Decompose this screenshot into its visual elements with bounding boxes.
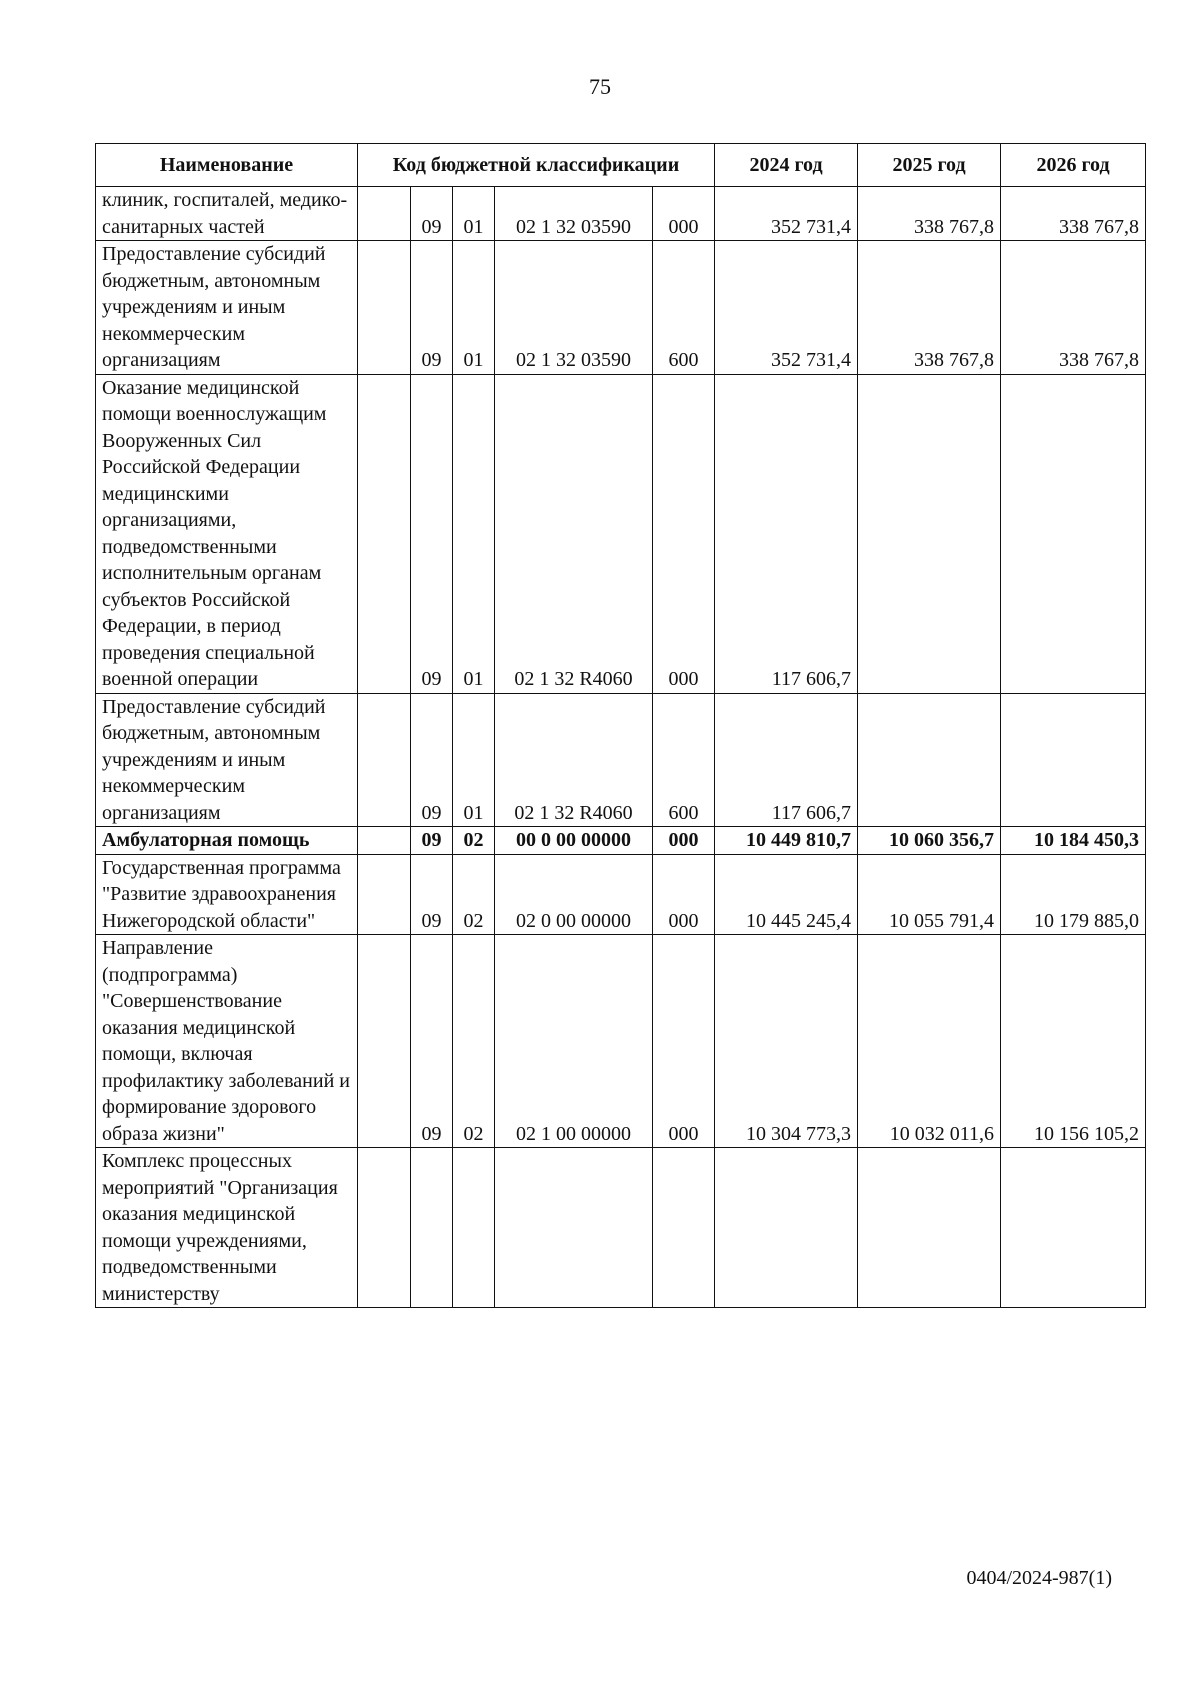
code-target-article: 02 1 32 R4060	[495, 693, 653, 827]
code-section: 09	[411, 187, 453, 241]
spacer-cell	[358, 693, 411, 827]
code-subsection: 01	[453, 187, 495, 241]
amount-2025: 10 055 791,4	[858, 854, 1001, 935]
code-expense-type: 000	[653, 935, 715, 1148]
code-subsection: 01	[453, 374, 495, 693]
code-section: 09	[411, 854, 453, 935]
amount-2025: 10 032 011,6	[858, 935, 1001, 1148]
table-row	[96, 854, 1146, 935]
code-section: 09	[411, 827, 453, 855]
code-subsection	[453, 1148, 495, 1308]
amount-2024: 10 445 245,4	[715, 854, 858, 935]
code-subsection: 01	[453, 693, 495, 827]
table-header-row	[96, 144, 1146, 187]
amount-2024: 10 449 810,7	[715, 827, 858, 855]
document-code: 0404/2024-987(1)	[966, 1567, 1112, 1589]
amount-2024: 352 731,4	[715, 187, 858, 241]
table-row	[96, 187, 1146, 241]
row-name: Комплекс процессных мероприятий "Организация оказания медицинской помощи учреждениями, подведомственными министерству	[96, 1148, 358, 1308]
code-section: 09	[411, 935, 453, 1148]
code-target-article: 02 1 00 00000	[495, 935, 653, 1148]
amount-2024: 117 606,7	[715, 374, 858, 693]
table-row	[96, 827, 1146, 855]
amount-2025	[858, 374, 1001, 693]
spacer-cell	[358, 241, 411, 375]
code-expense-type: 000	[653, 187, 715, 241]
table-row	[96, 374, 1146, 693]
header-2025: 2025 год	[858, 144, 1001, 187]
amount-2025: 10 060 356,7	[858, 827, 1001, 855]
header-2024: 2024 год	[715, 144, 858, 187]
budget-table	[95, 143, 1146, 1308]
code-expense-type: 600	[653, 241, 715, 375]
code-target-article: 02 1 32 R4060	[495, 374, 653, 693]
code-target-article: 00 0 00 00000	[495, 827, 653, 855]
spacer-cell	[358, 1148, 411, 1308]
amount-2025	[858, 693, 1001, 827]
amount-2026: 10 184 450,3	[1001, 827, 1146, 855]
amount-2024: 117 606,7	[715, 693, 858, 827]
row-name: Направление (подпрограмма) "Совершенствование оказания медицинской помощи, включая профилактику заболеваний и формирование здорового образа жизни"	[96, 935, 358, 1148]
amount-2026: 10 179 885,0	[1001, 854, 1146, 935]
amount-2026: 338 767,8	[1001, 241, 1146, 375]
table-row	[96, 241, 1146, 375]
row-name: Оказание медицинской помощи военнослужащим Вооруженных Сил Российской Федерации медицинскими организациями, подведомственными исполнительным органам субъектов Российской Федерации, в период проведения специальной военной операции	[96, 374, 358, 693]
code-section: 09	[411, 693, 453, 827]
page-number: 75	[589, 74, 611, 99]
amount-2024: 352 731,4	[715, 241, 858, 375]
code-subsection: 02	[453, 935, 495, 1148]
row-name: Амбулаторная помощь	[96, 827, 358, 855]
code-subsection: 02	[453, 827, 495, 855]
code-expense-type: 000	[653, 374, 715, 693]
code-expense-type: 000	[653, 827, 715, 855]
code-target-article: 02 1 32 03590	[495, 187, 653, 241]
amount-2024	[715, 1148, 858, 1308]
code-expense-type	[653, 1148, 715, 1308]
table-body	[96, 187, 1146, 1308]
spacer-cell	[358, 827, 411, 855]
code-target-article: 02 0 00 00000	[495, 854, 653, 935]
amount-2026	[1001, 1148, 1146, 1308]
spacer-cell	[358, 374, 411, 693]
amount-2024: 10 304 773,3	[715, 935, 858, 1148]
code-section	[411, 1148, 453, 1308]
header-name: Наименование	[96, 144, 358, 187]
amount-2025	[858, 1148, 1001, 1308]
code-expense-type: 600	[653, 693, 715, 827]
row-name: Предоставление субсидий бюджетным, автономным учреждениям и иным некоммерческим организациям	[96, 693, 358, 827]
amount-2026	[1001, 693, 1146, 827]
amount-2025: 338 767,8	[858, 187, 1001, 241]
code-target-article: 02 1 32 03590	[495, 241, 653, 375]
table-row	[96, 1148, 1146, 1308]
table-row	[96, 693, 1146, 827]
row-name: Государственная программа "Развитие здравоохранения Нижегородской области"	[96, 854, 358, 935]
spacer-cell	[358, 935, 411, 1148]
code-expense-type: 000	[653, 854, 715, 935]
code-section: 09	[411, 374, 453, 693]
amount-2026	[1001, 374, 1146, 693]
code-section: 09	[411, 241, 453, 375]
spacer-cell	[358, 187, 411, 241]
spacer-cell	[358, 854, 411, 935]
table-row	[96, 935, 1146, 1148]
code-target-article	[495, 1148, 653, 1308]
code-subsection: 02	[453, 854, 495, 935]
row-name: клиник, госпиталей, медико-санитарных частей	[96, 187, 358, 241]
row-name: Предоставление субсидий бюджетным, автономным учреждениям и иным некоммерческим организациям	[96, 241, 358, 375]
amount-2026: 10 156 105,2	[1001, 935, 1146, 1148]
amount-2025: 338 767,8	[858, 241, 1001, 375]
amount-2026: 338 767,8	[1001, 187, 1146, 241]
header-2026: 2026 год	[1001, 144, 1146, 187]
code-subsection: 01	[453, 241, 495, 375]
header-code: Код бюджетной классификации	[358, 144, 715, 187]
